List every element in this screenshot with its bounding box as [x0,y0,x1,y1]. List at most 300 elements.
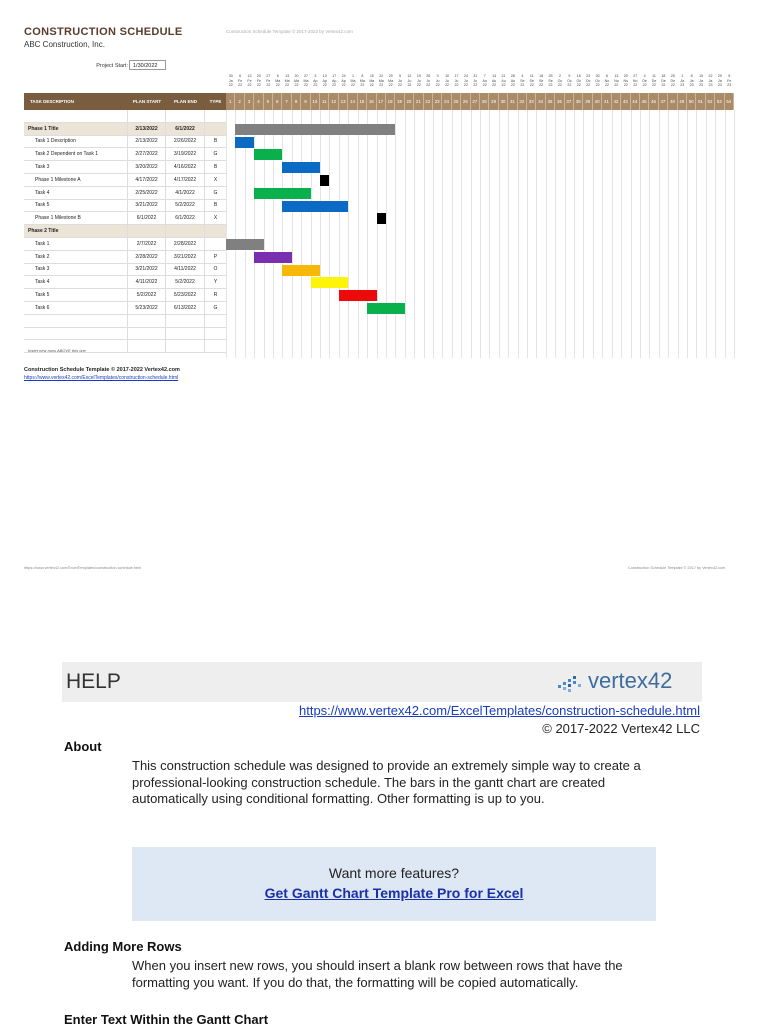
week-date-header [640,74,649,88]
date-year: 22 [623,83,628,88]
date-year: 22 [388,83,393,88]
type-cell[interactable]: B [213,164,218,171]
date-year: 22 [557,83,562,88]
gantt-gridline [527,110,528,358]
gantt-gridline [226,110,227,358]
task-description[interactable]: Task 1 Description [24,136,128,148]
type-cell[interactable]: G [213,189,218,196]
date-month: Se [529,78,534,83]
week-number: 38 [574,93,583,110]
date-day: 27 [266,74,271,78]
project-start-label: Project Start: [96,63,128,69]
task-description[interactable]: Task 1 [24,238,128,250]
date-day: 31 [473,74,478,78]
col-start-header: PLAN START [132,99,162,104]
template-link[interactable]: https://www.vertex42.com/ExcelTemplates/construction-schedule.html [24,375,179,381]
week-date-header [282,74,291,88]
week-number: 5 [264,93,273,110]
task-description[interactable]: Task 2 Dependent on Task 1 [24,148,128,160]
week-number: 22 [424,93,433,110]
week-number: 19 [395,93,404,110]
date-year: 22 [548,83,553,88]
week-number: 17 [377,93,386,110]
task-description[interactable] [24,110,128,122]
week-number: 53 [715,93,724,110]
type-cell[interactable]: X [213,215,218,222]
date-day: 28 [510,74,515,78]
week-date-header [433,74,442,88]
week-date-header [706,74,715,88]
week-date-header [593,74,602,88]
date-month: Ap [341,78,346,83]
week-date-header [414,74,423,88]
date-month: Ma [359,78,365,83]
type-cell[interactable]: G [213,304,218,311]
gantt-bar [311,277,349,288]
task-description[interactable]: Task 3 [24,161,128,173]
plan-end-cell[interactable] [166,340,205,352]
plan-start-cell[interactable]: 4/11/2022 [128,276,166,288]
task-description[interactable]: Phase 1 Milestone A [24,174,128,186]
week-number: 10 [311,93,320,110]
table-row[interactable] [24,328,226,341]
page-footer-credit: Construction Schedule Template © 2017 by Vertex42.com [628,566,726,570]
date-day: 27 [303,74,308,78]
date-month: Au [491,78,497,83]
date-month: Au [501,78,506,83]
date-day: 5 [399,74,402,78]
week-number: 9 [301,93,310,110]
date-month: Se [548,78,553,83]
week-date-header [245,74,254,88]
week-number: 44 [631,93,640,110]
gantt-bar [226,239,264,250]
gantt-gridline [574,110,575,358]
plan-start-cell[interactable]: 4/17/2022 [128,174,166,186]
plan-end-cell[interactable]: 2/26/2022 [166,136,205,148]
date-month: Ma [275,78,281,83]
week-number: 32 [518,93,527,110]
date-year: 22 [501,83,506,88]
date-day: 2 [558,74,561,78]
table-row[interactable] [24,161,226,174]
gantt-gridline [358,110,359,358]
date-year: 23 [708,83,713,88]
gantt-bar [235,137,254,148]
week-number: 52 [706,93,715,110]
date-month: No [604,78,610,83]
date-year: 22 [454,83,459,88]
date-month: Ma [369,78,375,83]
plan-end-cell[interactable]: 2/28/2022 [166,238,205,250]
week-number: 24 [442,93,451,110]
gantt-gridline [489,110,490,358]
gantt-gridline [612,110,613,358]
gantt-gridline [395,110,396,358]
task-description[interactable]: Task 2 [24,251,128,263]
week-date-header [649,74,658,88]
plan-end-cell[interactable]: 3/19/2022 [166,148,205,160]
gantt-gridline [480,110,481,358]
date-month: Ap [331,78,337,83]
date-day: 27 [633,74,638,78]
gantt-gridline [678,110,679,358]
week-number: 4 [254,93,263,110]
plan-start-cell[interactable] [128,225,166,237]
date-year: 22 [670,83,675,88]
plan-end-cell[interactable] [166,315,205,327]
promo-link[interactable]: Get Gantt Chart Template Pro for Excel [264,885,524,901]
date-year: 22 [529,83,534,88]
date-day: 17 [454,74,459,78]
date-day: 10 [445,74,450,78]
plan-start-cell[interactable]: 2/27/2022 [128,148,166,160]
date-year: 23 [699,83,704,88]
gantt-bar [282,265,320,276]
task-description[interactable]: Task 4 [24,276,128,288]
week-date-header [292,74,301,88]
date-day: 22 [708,74,713,78]
plan-start-cell[interactable]: 3/21/2022 [128,200,166,212]
task-description[interactable]: Phase 1 Milestone B [24,212,128,224]
date-month: Oc [585,78,591,83]
type-cell[interactable] [205,225,226,237]
week-number: 20 [405,93,414,110]
gantt-gridline [499,110,500,358]
date-month: Fe [247,78,252,83]
date-year: 22 [604,83,609,88]
header-credit: Construction Schedule Template © 2017-2022 by Vertex42.com [226,29,353,34]
table-row[interactable] [24,110,226,123]
date-year: 22 [445,83,450,88]
plan-start-cell[interactable]: 3/21/2022 [128,264,166,276]
gantt-bar [254,252,292,263]
plan-start-cell[interactable] [128,340,166,352]
plan-start-cell[interactable]: 3/20/2022 [128,161,166,173]
date-month: Ma [350,78,356,83]
week-number: 36 [555,93,564,110]
plan-end-cell[interactable] [166,110,205,122]
type-cell[interactable]: R [213,292,218,299]
week-date-header [301,74,310,88]
plan-start-cell[interactable]: 2/7/2022 [128,238,166,250]
plan-end-cell[interactable] [166,328,205,340]
date-day: 3 [314,74,317,78]
plan-end-cell[interactable]: 4/17/2022 [166,174,205,186]
date-day: 24 [341,74,346,78]
table-row[interactable] [24,200,226,213]
date-year: 23 [727,83,732,88]
week-date-header [659,74,668,88]
type-cell[interactable]: O [213,266,218,273]
help-link[interactable]: https://www.vertex42.com/ExcelTemplates/construction-schedule.html [298,703,700,718]
plan-start-cell[interactable]: 2/13/2022 [128,123,166,135]
type-cell[interactable]: Y [213,279,218,286]
plan-end-cell[interactable]: 5/2/2022 [166,200,205,212]
date-day: 26 [426,74,431,78]
week-date-header [442,74,451,88]
date-day: 6 [605,74,608,78]
plan-end-cell[interactable]: 5/23/2022 [166,289,205,301]
plan-start-cell[interactable] [128,328,166,340]
date-month: Ja [228,78,233,83]
week-number: 11 [320,93,329,110]
date-year: 22 [492,83,497,88]
date-year: 22 [520,83,525,88]
table-row[interactable] [24,251,226,264]
week-number: 43 [621,93,630,110]
week-date-header [235,74,244,88]
help-title: HELP [66,670,121,693]
week-date-header [348,74,357,88]
gantt-gridline [386,110,387,358]
date-month: Ju [463,78,468,83]
plan-end-cell[interactable]: 3/21/2022 [166,251,205,263]
week-date-header [696,74,705,88]
plan-end-cell[interactable]: 5/2/2022 [166,276,205,288]
phase-row[interactable] [24,225,226,238]
task-description[interactable]: Phase 2 Title [24,225,128,237]
date-month: Ma [378,78,384,83]
week-number: 18 [386,93,395,110]
week-date-header [602,74,611,88]
gantt-bar [254,149,282,160]
type-cell[interactable]: G [213,151,218,158]
plan-end-cell[interactable]: 4/1/2022 [166,187,205,199]
week-date-header [631,74,640,88]
gantt-gridline [734,110,735,358]
plan-start-cell[interactable]: 5/2/2022 [128,289,166,301]
table-row[interactable] [24,289,226,302]
week-date-header [518,74,527,88]
company-name[interactable]: ABC Construction, Inc. [24,40,105,49]
type-cell[interactable] [205,328,226,340]
type-cell[interactable] [205,110,226,122]
gantt-gridline [273,110,274,358]
date-day: 11 [652,74,656,78]
date-year: 22 [416,83,421,88]
table-row[interactable] [24,174,226,187]
project-start-input[interactable]: 1/30/2022 [129,60,166,70]
plan-end-cell[interactable]: 6/13/2022 [166,302,205,314]
about-text: This construction schedule was designed to provide an extremely simple way to create a professional-looking construction schedule. The bars in the gantt chart are created automatically using conditional formatting. Other formatting is up to you. [132,758,641,806]
date-year: 22 [567,83,572,88]
schedule-title: CONSTRUCTION SCHEDULE [24,26,183,38]
week-date-header [489,74,498,88]
week-number: 8 [292,93,301,110]
date-month: No [632,78,638,83]
date-day: 20 [623,74,628,78]
date-year: 22 [379,83,384,88]
task-description[interactable]: Task 4 [24,187,128,199]
week-number: 2 [235,93,244,110]
gantt-gridline [659,110,660,358]
date-year: 22 [633,83,638,88]
type-cell[interactable] [205,315,226,327]
date-year: 22 [294,83,299,88]
date-day: 29 [388,74,393,78]
table-row[interactable] [24,264,226,277]
insert-rows-note: Insert new rows ABOVE this one [28,348,86,353]
date-day: 25 [548,74,553,78]
plan-start-cell[interactable] [128,315,166,327]
gantt-text-heading: Enter Text Within the Gantt Chart [64,1012,269,1027]
week-number: 13 [339,93,348,110]
date-day: 13 [285,74,290,78]
date-month: Oc [595,78,600,83]
week-date-header [715,74,724,88]
task-description[interactable]: Task 6 [24,302,128,314]
date-year: 22 [614,83,619,88]
plan-start-cell[interactable]: 2/28/2022 [128,251,166,263]
week-number: 3 [245,93,254,110]
table-row[interactable] [24,187,226,200]
date-day: 19 [416,74,421,78]
plan-start-cell[interactable] [128,110,166,122]
type-cell[interactable] [205,238,226,250]
plan-start-cell[interactable]: 2/25/2022 [128,187,166,199]
week-number: 1 [226,93,235,110]
type-cell[interactable]: X [213,176,218,183]
week-date-header [452,74,461,88]
table-row[interactable] [24,148,226,161]
table-row[interactable] [24,315,226,328]
gantt-gridline [254,110,255,358]
gantt-gridline [546,110,547,358]
date-month: Fe [266,78,271,83]
gantt-gridline [725,110,726,358]
promo-box [132,847,656,921]
task-description[interactable]: Phase 1 Title [24,123,128,135]
week-date-header [574,74,583,88]
date-month: Oc [567,78,572,83]
week-date-header [678,74,687,88]
plan-end-cell[interactable] [166,225,205,237]
vertex42-logo-text: vertex42 [588,668,673,693]
gantt-gridline [282,110,283,358]
type-cell[interactable] [205,123,226,135]
gantt-gridline [668,110,669,358]
week-number: 26 [461,93,470,110]
plan-end-cell[interactable]: 4/16/2022 [166,161,205,173]
table-row[interactable] [24,302,226,315]
gantt-bar [282,162,320,173]
week-date-header [311,74,320,88]
type-cell[interactable]: B [213,138,218,145]
week-number: 49 [678,93,687,110]
date-day: 30 [595,74,600,78]
gantt-gridline [348,110,349,358]
date-day: 11 [529,74,534,78]
table-row[interactable] [24,276,226,289]
plan-end-cell[interactable]: 6/1/2022 [166,123,205,135]
date-day: 25 [670,74,675,78]
week-number: 7 [282,93,291,110]
date-month: Ju [398,78,402,83]
table-row[interactable] [24,238,226,251]
date-month: Ap [322,78,327,83]
date-year: 22 [285,83,290,88]
gantt-gridline [536,110,537,358]
date-day: 23 [586,74,591,78]
week-number: 51 [696,93,705,110]
week-number: 29 [489,93,498,110]
date-month: Ju [435,78,440,83]
date-day: 15 [699,74,704,78]
date-year: 22 [661,83,666,88]
gantt-gridline [565,110,566,358]
date-year: 22 [652,83,657,88]
type-cell[interactable] [205,340,226,352]
week-date-header [320,74,329,88]
date-month: Fe [238,78,243,83]
type-cell[interactable]: P [213,253,218,260]
date-day: 12 [407,74,412,78]
task-description[interactable] [24,328,128,340]
week-date-header [499,74,508,88]
week-number: 21 [414,93,423,110]
phase-row[interactable] [24,123,226,136]
table-row[interactable] [24,136,226,149]
date-day: 13 [247,74,252,78]
gantt-gridline [508,110,509,358]
gantt-gridline [461,110,462,358]
date-day: 4 [521,74,524,78]
date-year: 22 [322,83,327,88]
plan-start-cell[interactable]: 6/1/2022 [128,212,166,224]
week-date-header [226,74,235,88]
date-year: 22 [435,83,440,88]
week-date-header [377,74,386,88]
date-day: 20 [294,74,299,78]
plan-start-cell[interactable]: 5/23/2022 [128,302,166,314]
plan-end-cell[interactable]: 6/1/2022 [166,212,205,224]
date-month: De [642,78,647,83]
week-date-header [273,74,282,88]
table-row[interactable] [24,212,226,225]
gantt-gridline [696,110,697,358]
week-number: 15 [358,93,367,110]
type-cell[interactable]: B [213,202,218,209]
col-task-header: TASK DESCRIPTION [30,99,74,104]
week-date-header [405,74,414,88]
gantt-gridline [649,110,650,358]
date-day: 13 [614,74,619,78]
date-month: Ju [416,78,421,83]
week-date-header [480,74,489,88]
date-month: Ju [454,78,459,83]
date-month: Ap [313,78,318,83]
task-description[interactable] [24,315,128,327]
date-year: 22 [426,83,431,88]
date-month: Ju [407,78,412,83]
plan-end-cell[interactable]: 4/11/2022 [166,264,205,276]
date-year: 22 [256,83,261,88]
week-date-header [621,74,630,88]
week-number: 34 [536,93,545,110]
task-description[interactable]: Task 3 [24,264,128,276]
date-year: 22 [539,83,544,88]
week-date-header [687,74,696,88]
gantt-bar [367,303,405,314]
task-description[interactable]: Task 5 [24,289,128,301]
week-date-header [471,74,480,88]
plan-start-cell[interactable]: 2/13/2022 [128,136,166,148]
col-type-header: TYPE [209,99,222,104]
gantt-gridline [292,110,293,358]
date-month: Ja [717,78,722,83]
task-description[interactable]: Task 5 [24,200,128,212]
